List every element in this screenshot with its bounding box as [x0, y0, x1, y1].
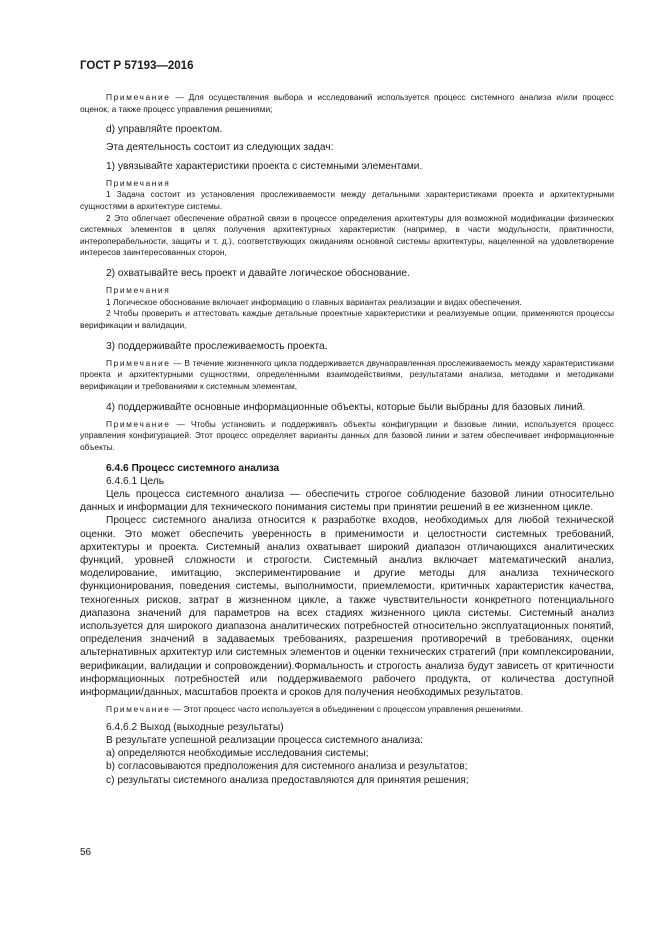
note-text: — В течение жизненного цикла поддерживается двунаправленная прослеживаемость между характеристиками проекта и архитектурными сущностями, определенными взаимодействиями, результатами анализа, методами и методиками верификации и требованиями к системным элементам, — [80, 357, 614, 391]
note-paragraph — [80, 92, 614, 115]
document-code-header: ГОСТ Р 57193—2016 — [80, 60, 194, 72]
task-1: 1) увязывайте характеристики проекта с системными элементами. — [106, 160, 423, 172]
purpose-paragraph: Цель процесса системного анализа — обеспечить строгое соблюдение базовой линии относительно данных и информации для технического понимания системы при принятии решений в ее жизненном цикле. — [80, 488, 614, 514]
outcome-b: b) согласовываются предположения для системного анализа и результатов; — [106, 761, 468, 773]
list-item-d: d) управляйте проектом. — [106, 124, 223, 136]
note-text: — Чтобы установить и поддерживать объекты конфигурации и базовые линии, используется процесс управления конфигурацией. Этот процесс определяет варианты данных для базовой линии и затем обеспечивает информационные объекты. — [80, 418, 614, 452]
note-2-1: 1 Логическое обоснование включает информацию о главных вариантах реализации и видах обеспечения. — [106, 296, 522, 307]
note-2-2: 2 Чтобы проверить и аттестовать каждые детальные проектные характеристики и реализуемые опции, применяются процессы верификации и валидации, — [80, 308, 614, 330]
note-label: Примечание — [106, 357, 171, 368]
note-label: Примечание — [106, 418, 171, 429]
outcome-c: c) результаты системного анализа предоставляются для принятия решения; — [106, 774, 469, 786]
note-paragraph — [80, 358, 614, 393]
note-label: Примечание — [106, 92, 171, 102]
note-text: — Этот процесс часто используется в объединении с процессом управления решениями. — [170, 704, 523, 715]
task-4: 4) поддерживайте основные информационные объекты, которые были выбраны для базовых линий. — [106, 401, 586, 413]
outcomes-intro: В результате успешной реализации процесса системного анализа: — [106, 734, 423, 746]
task-2: 2) охватывайте весь проект и давайте логическое обоснование. — [106, 267, 410, 279]
subsection-heading-6-4-6-2: 6.4.6.2 Выход (выходные результаты) — [106, 721, 284, 733]
note-label: Примечание — [106, 704, 171, 715]
activity-intro: Эта деятельность состоит из следующих задач: — [106, 142, 334, 154]
note-1-2: 2 Это облегчает обеспечение обратной связи в процессе определения архитектуры для возможной модификации физических системных элементов в целях получения архитектурных характеристик (например, в части модульности, практичности, интероперабельности, защиты и т. д.), соответствующих ожиданиям основной системы архитектуры, нацеленной на удовлетворение интересов заинтересованных сторон, — [80, 212, 614, 258]
page-number: 56 — [80, 847, 92, 858]
outcome-a: a) определяются необходимые исследования системы; — [106, 748, 369, 760]
note-text: — Для осуществления выбора и исследований используется процесс системного анализа и/или процесс оценок, а также процесс управления решениями; — [80, 92, 614, 114]
section-heading-6-4-6: 6.4.6 Процесс системного анализа — [106, 462, 280, 474]
note-paragraph — [80, 704, 614, 716]
notes-label: Примечания — [106, 177, 171, 188]
page-content — [80, 92, 614, 787]
subsection-heading-6-4-6-1: 6.4.6.1 Цель — [106, 475, 165, 487]
analysis-paragraph: Процесс системного анализа относится к разработке входов, необходимых для любой технической оценки. Это может обеспечить уверенность в применимости и целостности системных требований, архитектуры и проекта. Системный анализ охватывает широкий диапазон отличающихся аналитических функций, уровней сложности и строгости. Системный анализ включает математический анализ, моделирование, имитацию, экспериментирование и другие методы для анализа технического функционирования, поведения системы, выполнимости, приемлемости, критичных характеристик качества, техногенных рисков, затрат в жизненном цикле, а также чувствительности конкретного потенциального диапазона значений для параметров на всех стадиях жизненного цикла системы. Системный анализ используется для широкого диапазона аналитических потребностей относительно эксплуатационных понятий, определения значений в задаваемых требованиях, разрешения противоречий в требованиях, оценки альтернативных архитектур или системных элементов и оценки технических стратегий (при комплексировании, верификации, валидации и сопровождении).Формальность и строгость анализа будут зависеть от критичности информационных потребностей или поддерживаемого рабочего продукта, от количества доступной информации/данных, масштабов проекта и сроков для получения необходимых результатов. — [80, 515, 614, 698]
note-paragraph — [80, 419, 614, 454]
note-1-1: 1 Задача состоит из установления прослеживаемости между детальными характеристиками проекта и архитектурными сущностями в архитектуре системы. — [80, 189, 614, 211]
notes-label: Примечания — [106, 285, 171, 296]
task-3: 3) поддерживайте прослеживаемость проекта. — [106, 340, 328, 352]
